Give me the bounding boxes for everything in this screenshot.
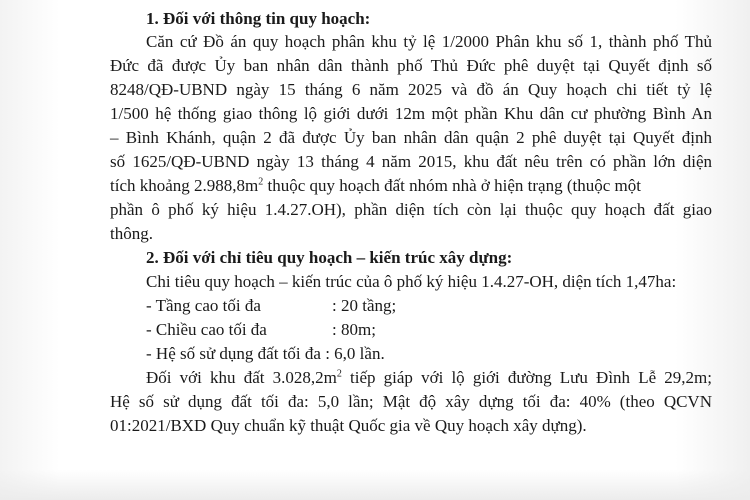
section-1-heading: 1. Đối với thông tin quy hoạch: (146, 9, 371, 28)
section-2-paragraph-line-2: Hệ số sử dụng đất tối đa: 5,0 lần; Mật độ xây dựng tối đa: 40% (theo QCVN (110, 392, 712, 411)
plot-area-rest: tiếp giáp với lộ giới đường Lưu Đình Lễ 29,2m; (341, 368, 712, 387)
page-bottom-shadow (0, 470, 750, 500)
section-2-heading: 2. Đối với chỉ tiêu quy hoạch – kiến trúc xây dựng: (146, 248, 513, 267)
section-1-line-4: 1/500 hệ thống giao thông lộ giới dưới 12m một phần Khu dân cư phường Bình An (110, 104, 712, 123)
section-1-line-9: thông. (110, 224, 153, 243)
criteria-value: : 20 tầng; (332, 296, 397, 315)
section-1-line-7 (110, 174, 712, 198)
section-2-intro: Chi tiêu quy hoạch – kiến trúc của ô phố ký hiệu 1.4.27-OH, diện tích 1,47ha: (146, 272, 677, 291)
section-1-line-2: Đức đã được Ủy ban nhân dân thành phố Thủ Đức phê duyệt tại Quyết định số (110, 56, 712, 75)
criteria-label: - Hệ số sử dụng đất tối đa (146, 344, 321, 363)
plot-area-text: Đối với khu đất 3.028,2m (146, 368, 337, 387)
area-sup: 2 (258, 176, 264, 188)
criteria-value: : 6,0 lần. (325, 344, 385, 363)
section-1-line-5: – Bình Khánh, quận 2 đã được Ủy ban nhân dân quận 2 phê duyệt tại Quyết định (110, 128, 712, 147)
criteria-label: - Chiều cao tối đa (146, 320, 267, 339)
section-2-paragraph-line-3: 01:2021/BXD Quy chuẩn kỹ thuật Quốc gia về Quy hoạch xây dựng). (110, 416, 587, 435)
criteria-item-far (146, 342, 385, 366)
section-1-line-6: số 1625/QĐ-UBND ngày 13 tháng 4 năm 2015, khu đất nêu trên có phần lớn diện (110, 152, 712, 171)
section-1-line-1: Căn cứ Đồ án quy hoạch phân khu tỷ lệ 1/2000 Phân khu số 1, thành phố Thủ (146, 32, 712, 51)
section-1-line-3: 8248/QĐ-UBND ngày 15 tháng 6 năm 2025 và đồ án Quy hoạch chi tiết tỷ lệ (110, 80, 712, 99)
criteria-item-floors (146, 294, 396, 318)
criteria-value: : 80m; (332, 320, 376, 339)
area-rest: thuộc quy hoạch đất nhóm nhà ở hiện trạng (thuộc một (263, 176, 641, 195)
area-text: tích khoảng 2.988,8m (110, 176, 259, 195)
section-2-paragraph-line-1 (146, 366, 712, 390)
plot-area-sup: 2 (336, 368, 342, 380)
criteria-label: - Tầng cao tối đa (146, 296, 261, 315)
criteria-item-height (146, 318, 376, 342)
section-1-line-8: phần ô phố ký hiệu 1.4.27.OH), phần diện tích còn lại thuộc quy hoạch đất giao (110, 200, 712, 219)
